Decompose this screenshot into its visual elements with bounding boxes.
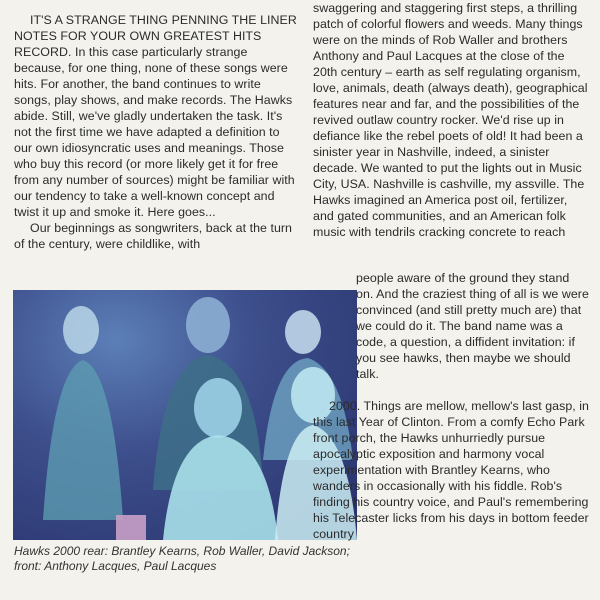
band-photo — [13, 290, 357, 540]
right-column-wrap — [356, 270, 590, 382]
intro-paragraph: IT'S A STRANGE THING PENNING THE LINER NOTES FOR YOUR OWN GREATEST HITS RECORD. In this case particularly strange because, for one thing, none of these songs were hits. For another, the band continues to write songs, play shows, and make records. The Hawks abide. Still, we've gladly undertaken the task. It's not the first time we have adapted a definition to our own idiosyncratic uses and meanings. Those who buy this record (or more likely get it for free from any number of sources) might be familiar with our tendency to take a well-known concept and twist it up and smoke it. Here goes... — [14, 13, 297, 219]
photo-caption: Hawks 2000 rear: Brantley Kearns, Rob Waller, David Jackson; front: Anthony Lacques, Paul Lacques — [14, 544, 350, 573]
right-column-top — [313, 0, 589, 240]
right-column-bottom — [313, 398, 589, 542]
year-2000-paragraph: 2000. Things are mellow, mellow's last gasp, in this last Year of Clinton. From a comfy Echo Park front porch, the Hawks unhurriedly pursue apocalyptic exposition and harmony vocal experimentation with Brantley Kearns, who wanders in occasionally with his fiddle. Rob's finding his country voice, and Paul's remembering his Telecaster licks from his days in bottom feeder country — [313, 399, 589, 541]
wrap-paragraph: people aware of the ground they stand on. And the craziest thing of all is we were convinced (and still pretty much are) that we could do it. The band name was a code, a question, a diffident invitation: if you see hawks, then maybe we should talk. — [356, 271, 589, 381]
right-column-paragraph: swaggering and staggering first steps, a thrilling patch of colorful flowers and weeds. Many things were on the minds of Rob Waller and brothers Anthony and Paul Lacques at the close of the 20th century – earth as self regulating organism, love, animals, death (always death), geographical features near and far, and the possibilities of the revived outlaw country rocker. We'd rise up in defiance like the rebel poets of old! It had been a sinister year in Nashville, indeed, a sinister decade. We wanted to put the lights out in Music City, USA. Nashville is cashville, my assville. The Hawks imagined an America post oil, fertilizer, and gated communities, and an American folk music with tendrils cracking concrete to reach — [313, 1, 588, 239]
left-column — [14, 12, 300, 252]
band-photo-figures — [13, 290, 357, 540]
beginnings-paragraph: Our beginnings as songwriters, back at the turn of the century, were childlike, with — [14, 221, 293, 251]
